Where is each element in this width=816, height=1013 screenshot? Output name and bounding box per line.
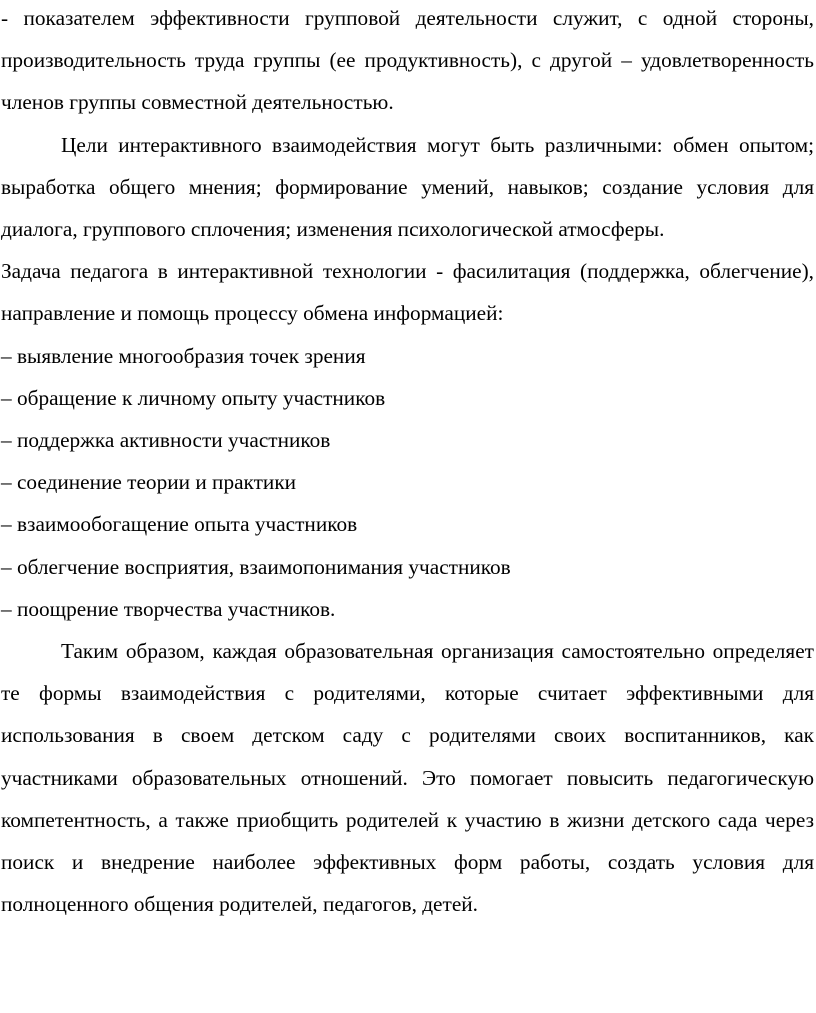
task-list — [1, 335, 814, 630]
list-item: – поощрение творчества участников. — [1, 596, 336, 621]
paragraph-interaction-goals: Цели интерактивного взаимодействия могут быть различными: обмен опытом; выработка общего мнения; формирование умений, навыков; создание условия для диалога, группового сплочения; изменения психологической атмосферы. — [1, 132, 814, 242]
list-item: – поддержка активности участников — [1, 428, 331, 453]
paragraph-conclusion: Таким образом, каждая образовательная организация самостоятельно определяет те формы взаимодействия с родителями, которые считает эффективными для использования в своем детском саду с родителями своих воспитанников, как участниками образовательных отношений. Это помогает повысить педагогическую компетентность, а также приобщить родителей к участию в жизни детского сада через поиск и внедрение наиболее эффективных форм работы, создать условия для полноценного общения родителей, педагогов, детей. — [1, 639, 814, 917]
list-item: – обращение к личному опыту участников — [1, 385, 386, 410]
list-item: – соединение теории и практики — [1, 470, 297, 495]
list-item: – взаимообогащение опыта участников — [1, 512, 358, 537]
list-item: – выявление многообразия точек зрения — [1, 343, 366, 368]
list-item: – облегчение восприятия, взаимопонимания участников — [1, 554, 511, 579]
paragraph-teacher-task: Задача педагога в интерактивной технологии - фасилитация (поддержка, облегчение), направление и помощь процессу обмена информацией: — [1, 259, 814, 326]
paragraph-group-efficiency: - показателем эффективности групповой деятельности служит, с одной стороны, производительность труда группы (ее продуктивность), с другой – удовлетворенность членов группы совместной деятельностью. — [1, 6, 814, 115]
